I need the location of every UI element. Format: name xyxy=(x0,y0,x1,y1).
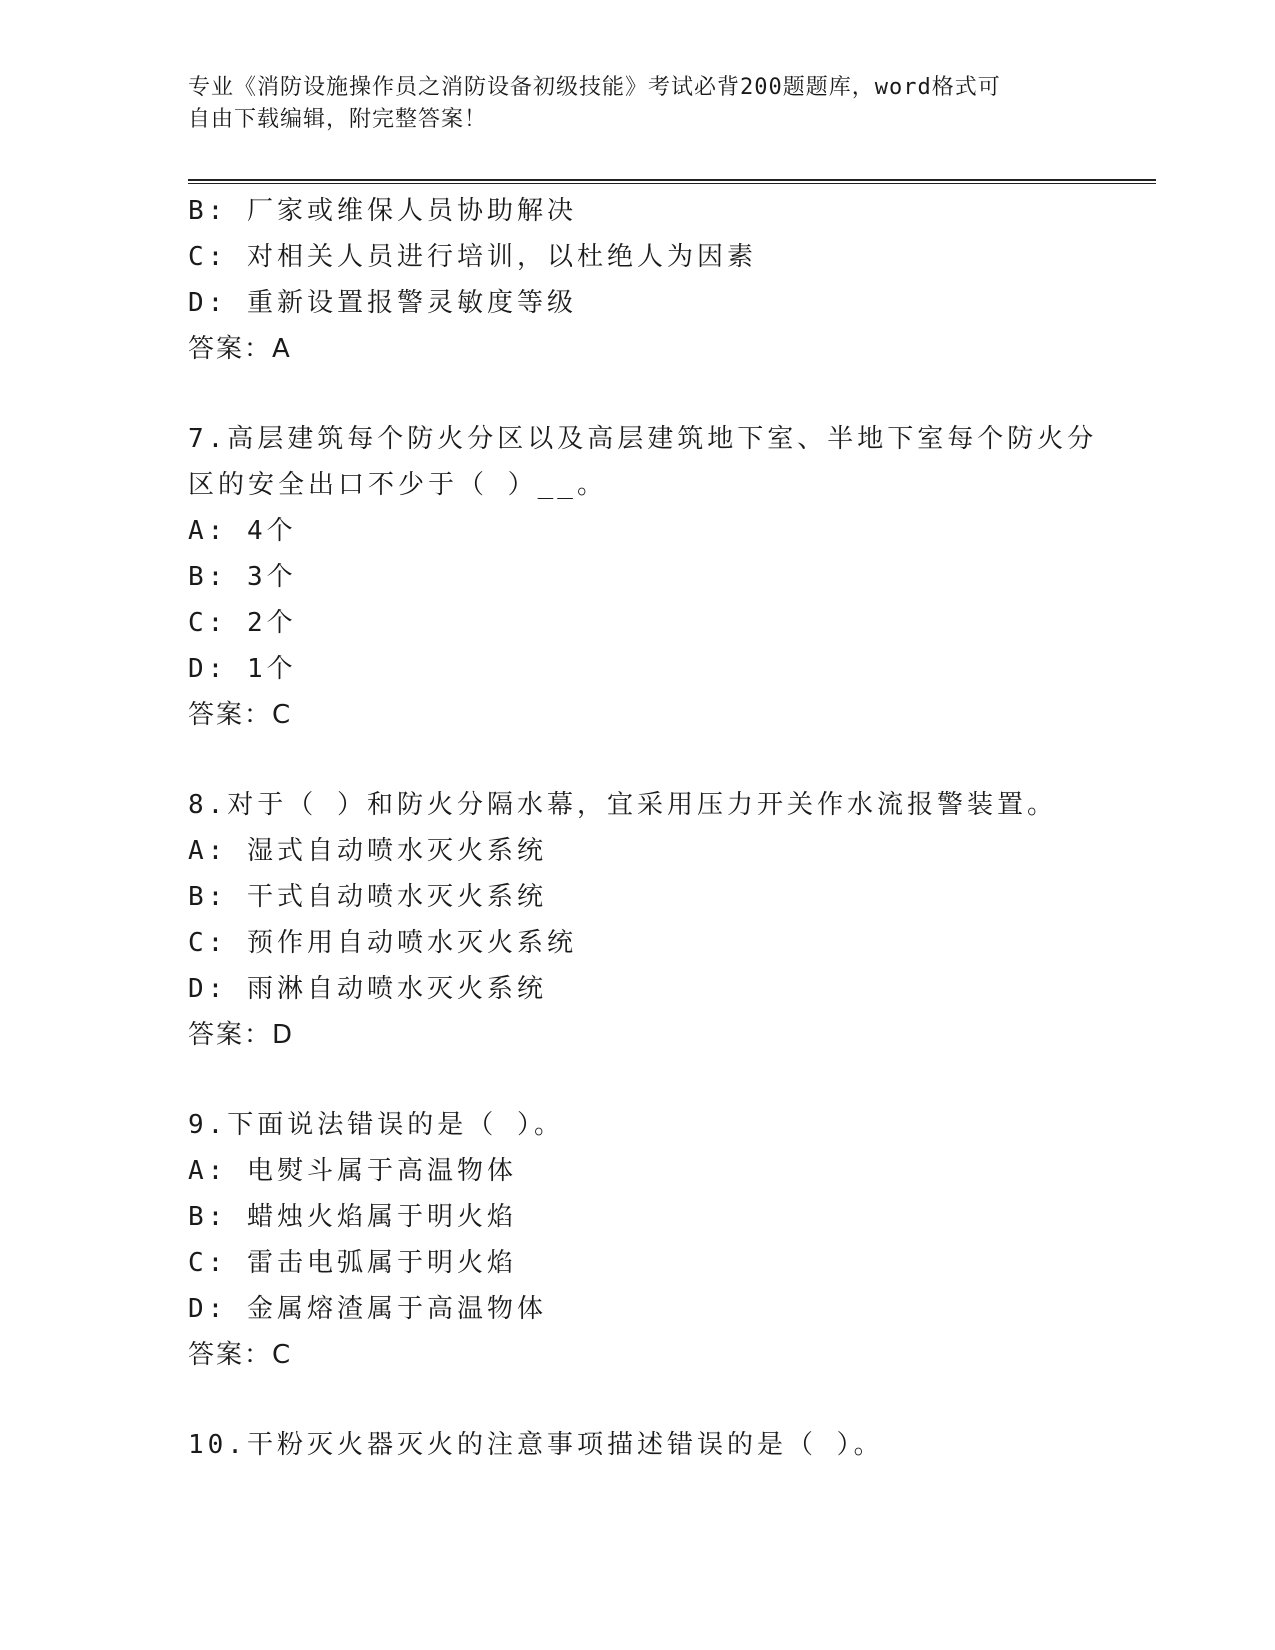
option-d: D: 雨淋自动喷水灭火系统 xyxy=(188,974,547,1004)
question-6-tail xyxy=(188,188,1088,372)
question-list xyxy=(188,188,1098,1468)
question-stem-cont: 区的安全出口不少于（ ）__。 xyxy=(188,470,607,500)
header-line-2: 自由下载编辑，附完整答案！ xyxy=(188,107,488,132)
document-header xyxy=(188,72,1088,136)
option-c: C: 对相关人员进行培训，以杜绝人为因素 xyxy=(188,242,757,272)
question-stem: 10.干粉灭火器灭火的注意事项描述错误的是（ ）。 xyxy=(188,1430,884,1460)
answer: 答案：D xyxy=(188,1020,295,1050)
option-b: B: 蜡烛火焰属于明火焰 xyxy=(188,1202,517,1232)
question-stem: 9.下面说法错误的是（ ）。 xyxy=(188,1110,564,1140)
answer: 答案：A xyxy=(188,334,292,364)
option-b: B: 3个 xyxy=(188,562,297,592)
header-divider-thin xyxy=(188,183,1156,184)
answer: 答案：C xyxy=(188,1340,293,1370)
answer: 答案：C xyxy=(188,700,293,730)
question-stem: 8.对于（ ）和防火分隔水幕，宜采用压力开关作水流报警装置。 xyxy=(188,790,1057,820)
question-9 xyxy=(188,1102,1088,1378)
option-d: D: 金属熔渣属于高温物体 xyxy=(188,1294,547,1324)
question-7 xyxy=(188,416,1098,738)
option-a: A: 电熨斗属于高温物体 xyxy=(188,1156,517,1186)
option-c: C: 预作用自动喷水灭火系统 xyxy=(188,928,577,958)
option-a: A: 4个 xyxy=(188,516,297,546)
question-stem: 7.高层建筑每个防火分区以及高层建筑地下室、半地下室每个防火分 xyxy=(188,424,1098,454)
option-b: B: 干式自动喷水灭火系统 xyxy=(188,882,547,912)
option-c: C: 2个 xyxy=(188,608,297,638)
option-d: D: 1个 xyxy=(188,654,297,684)
option-a: A: 湿式自动喷水灭火系统 xyxy=(188,836,547,866)
header-line-1: 专业《消防设施操作员之消防设备初级技能》考试必背200题题库，word格式可 xyxy=(188,75,1001,100)
question-10 xyxy=(188,1422,1088,1468)
option-c: C: 雷击电弧属于明火焰 xyxy=(188,1248,517,1278)
option-d: D: 重新设置报警灵敏度等级 xyxy=(188,288,577,318)
option-b: B: 厂家或维保人员协助解决 xyxy=(188,196,577,226)
header-divider-thick xyxy=(188,179,1156,181)
question-8 xyxy=(188,782,1088,1058)
